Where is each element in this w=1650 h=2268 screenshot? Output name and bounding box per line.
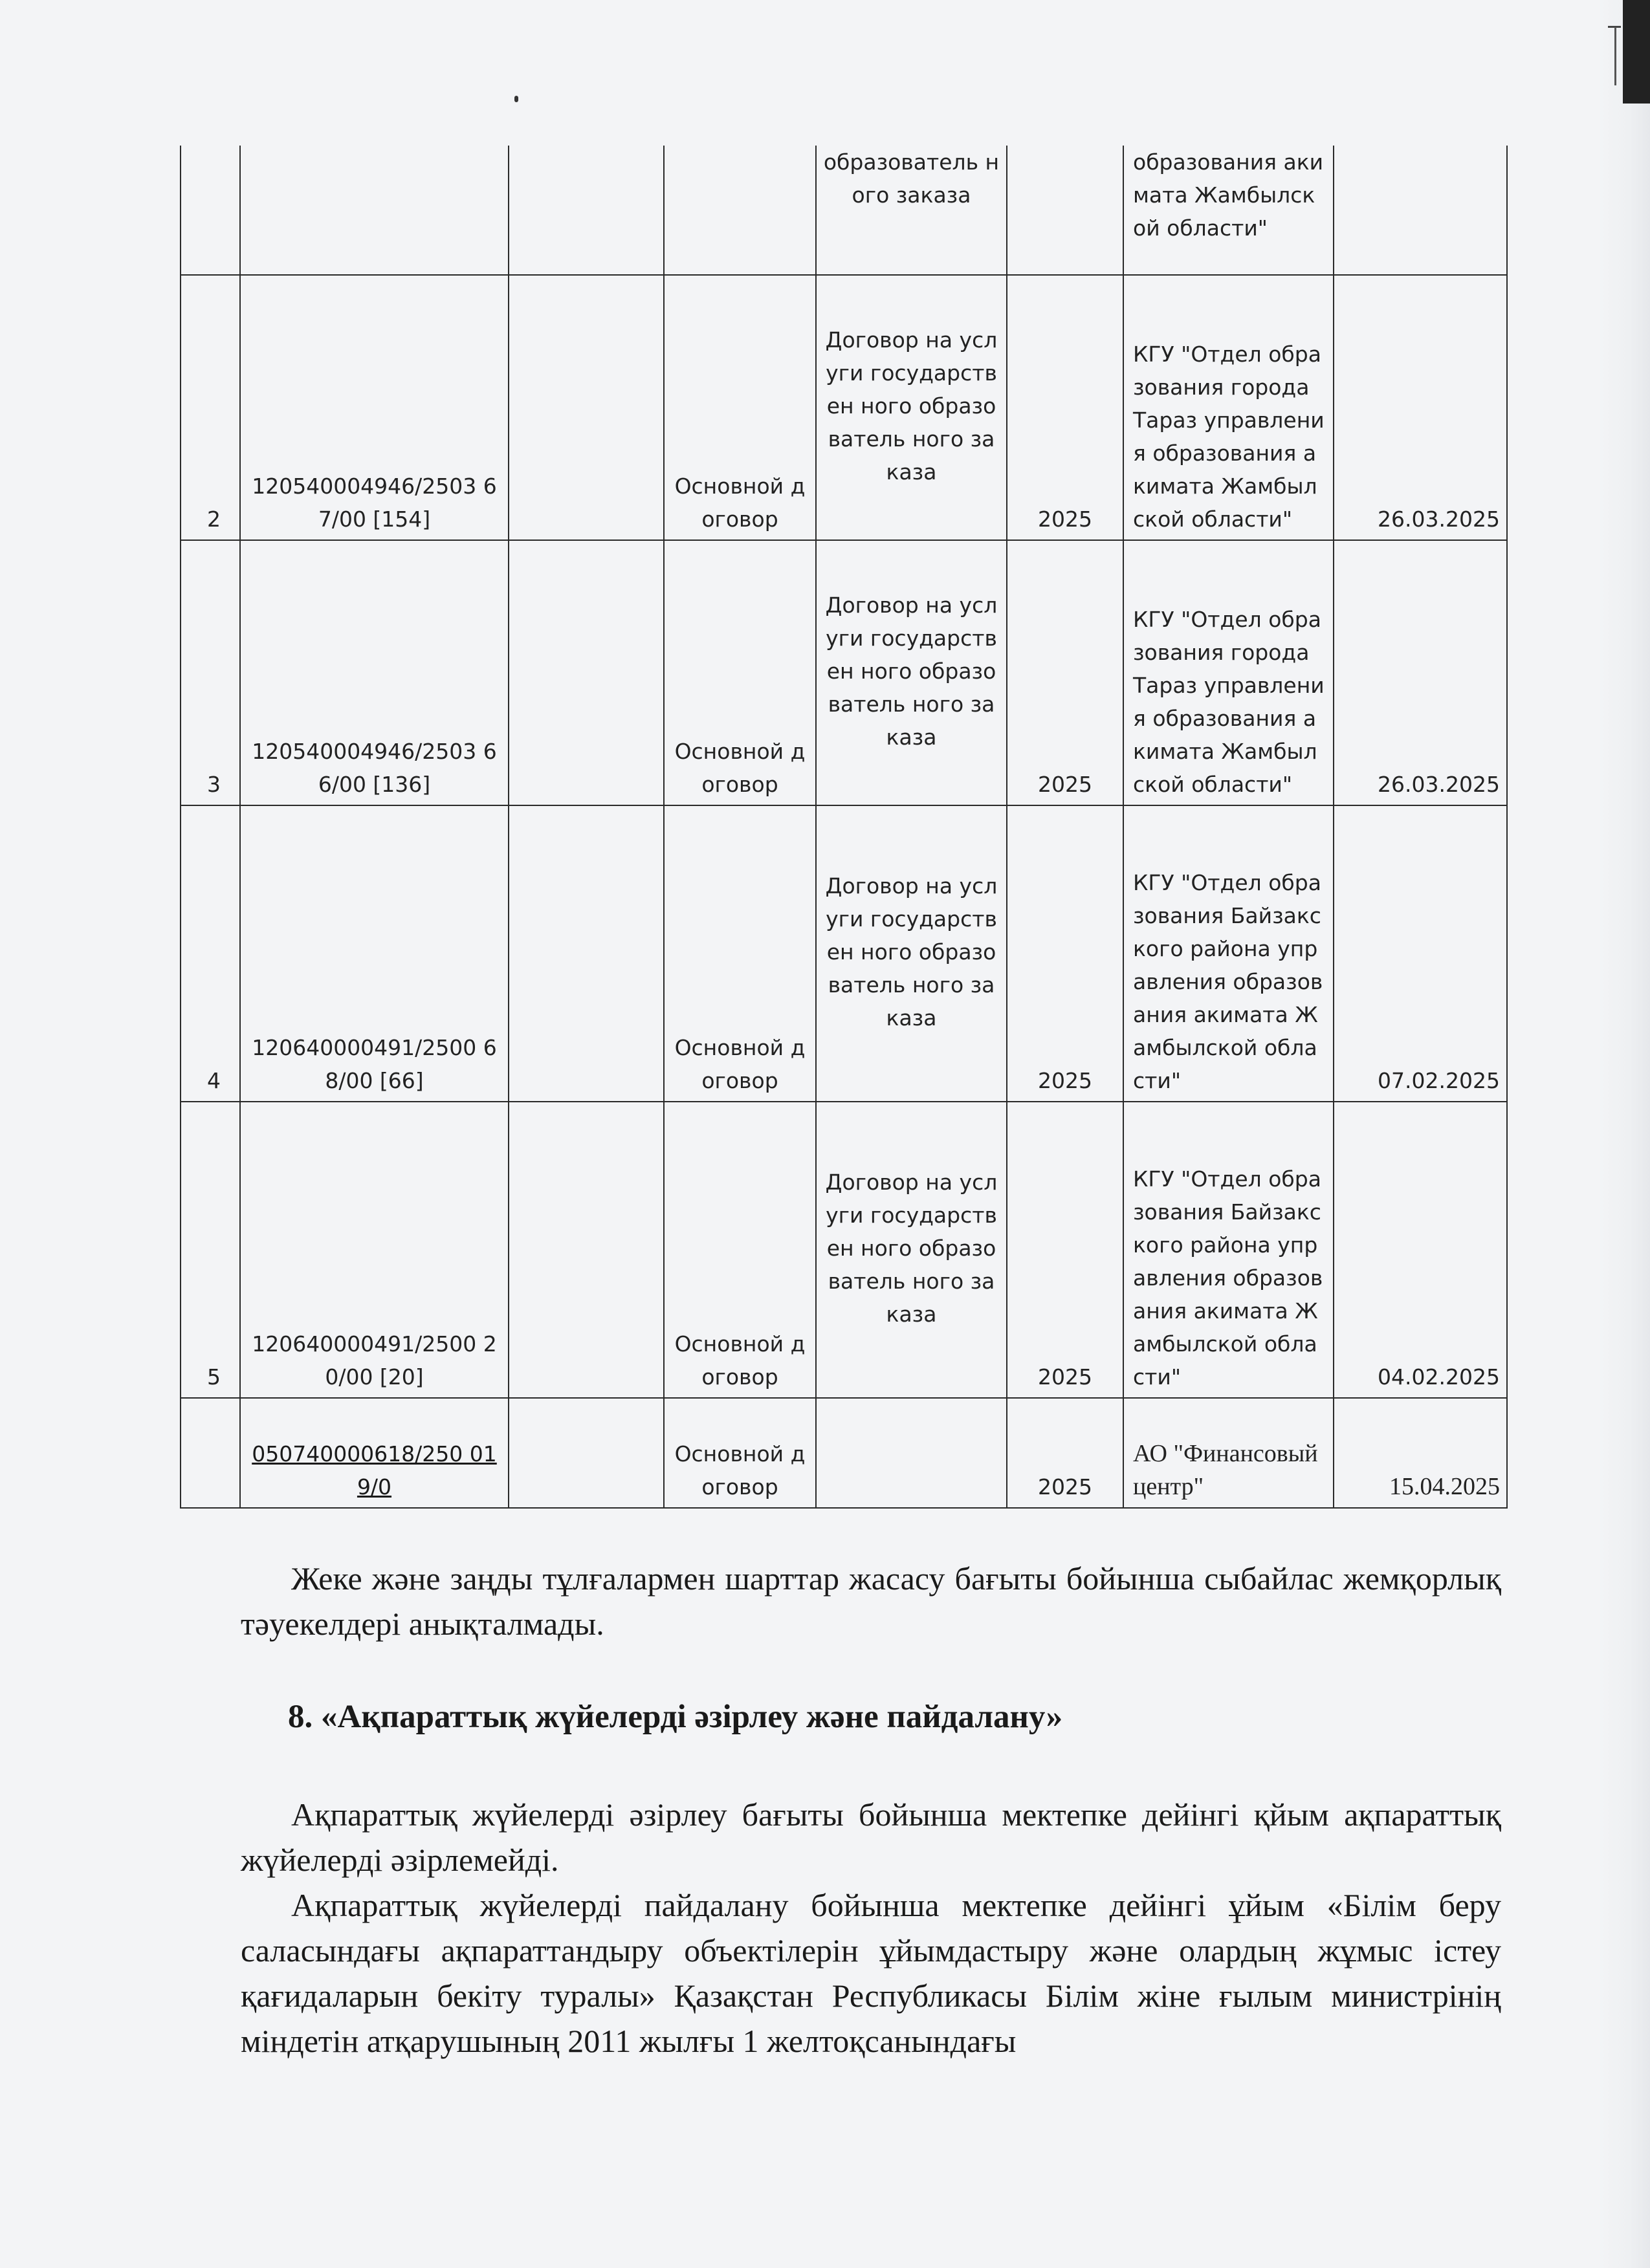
cell-year: 2025 (1007, 1398, 1123, 1508)
cell-year: 2025 (1007, 805, 1123, 1102)
cell-kind: Основной договор (664, 805, 816, 1102)
cell-date: 15.04.2025 (1334, 1398, 1507, 1508)
cell-date: 26.03.2025 (1334, 275, 1507, 540)
cell-kind: Основной договор (664, 1102, 816, 1398)
cell-empty (509, 275, 664, 540)
cell-org: КГУ "Отдел образования Байзакского района управления образования акимата Жамбылской области" (1123, 1102, 1334, 1398)
contracts-table (180, 146, 1508, 1509)
cell-date: 04.02.2025 (1334, 1102, 1507, 1398)
cell-empty (509, 1398, 664, 1508)
table-row-last (181, 1398, 1507, 1508)
table-row (181, 275, 1507, 540)
contract-id-link[interactable]: 050740000618/250 019/0 (252, 1441, 497, 1499)
cell-id: 120540004946/2503 66/00 [136] (240, 540, 509, 805)
cell-empty (509, 1102, 664, 1398)
cell-year: 2025 (1007, 540, 1123, 805)
scan-corner-shadow (1623, 0, 1650, 104)
scan-mark-vertical (1614, 27, 1616, 85)
cell-num: 5 (181, 1102, 240, 1398)
cell-org: КГУ "Отдел образования города Тараз управления образования акимата Жамбылской области" (1123, 540, 1334, 805)
cell-kind: Основной договор (664, 1398, 816, 1508)
scan-edge (1598, 0, 1650, 2268)
cell-id (240, 146, 509, 275)
cell-num (181, 1398, 240, 1508)
cell-org: образования акимата Жамбылской области" (1123, 146, 1334, 275)
cell-type: Договор на услуги государствен ного образователь ного заказа (816, 805, 1007, 1102)
cell-type: Договор на услуги государствен ного образователь ного заказа (816, 1102, 1007, 1398)
cell-type: Договор на услуги государствен ного образователь ного заказа (816, 275, 1007, 540)
cell-year (1007, 146, 1123, 275)
table-row-continuation (181, 146, 1507, 275)
cell-year: 2025 (1007, 1102, 1123, 1398)
cell-kind (664, 146, 816, 275)
cell-org: КГУ "Отдел образования Байзакского района управления образования акимата Жамбылской области" (1123, 805, 1334, 1102)
paragraph-is-usage: Ақпараттық жүйелерді пайдалану бойынша мектепке дейінгі ұйым «Білім беру саласындағы ақпараттандыру объектілерін ұйымдастыру және олардың жұмыс істеу қағидаларын бекіту туралы» Қазақстан Республикасы Білім жіне ғылым министрінің міндетін атқарушының 2011 жылғы 1 желтоқсанындағы (241, 1887, 1501, 2059)
cell-id: 120640000491/2500 20/00 [20] (240, 1102, 509, 1398)
section-heading: 8. «Ақпараттық жүйелерді әзірлеу және пайдалану» (288, 1699, 1063, 1735)
cell-id: 120640000491/2500 68/00 [66] (240, 805, 509, 1102)
cell-date: 26.03.2025 (1334, 540, 1507, 805)
cell-empty (509, 805, 664, 1102)
cell-date (1334, 146, 1507, 275)
cell-id: 120540004946/2503 67/00 [154] (240, 275, 509, 540)
cell-num: 2 (181, 275, 240, 540)
cell-kind: Основной договор (664, 540, 816, 805)
cell-kind: Основной договор (664, 275, 816, 540)
cell-num (181, 146, 240, 275)
cell-empty (509, 540, 664, 805)
table-row (181, 1102, 1507, 1398)
table-row (181, 540, 1507, 805)
cell-org: КГУ "Отдел образования города Тараз управления образования акимата Жамбылской области" (1123, 275, 1334, 540)
cell-type: образователь ного заказа (816, 146, 1007, 275)
cell-empty (509, 146, 664, 275)
cell-num: 3 (181, 540, 240, 805)
paragraph-corruption-risks: Жеке және заңды тұлғалармен шарттар жасасу бағыты бойынша сыбайлас жемқорлық тәуекелдері анықталмады. (241, 1560, 1501, 1642)
cell-type: Договор на услуги государствен ного образователь ного заказа (816, 540, 1007, 805)
cell-date: 07.02.2025 (1334, 805, 1507, 1102)
scan-speck (514, 96, 518, 102)
cell-type (816, 1398, 1007, 1508)
paragraph-is-development: Ақпараттық жүйелерді әзірлеу бағыты бойынша мектепке дейінгі қйым ақпараттық жүйелерді әзірлемейді. (241, 1796, 1501, 1878)
cell-num: 4 (181, 805, 240, 1102)
cell-id (240, 1398, 509, 1508)
table-row (181, 805, 1507, 1102)
cell-org: АО "Финансовый центр" (1123, 1398, 1334, 1508)
cell-year: 2025 (1007, 275, 1123, 540)
